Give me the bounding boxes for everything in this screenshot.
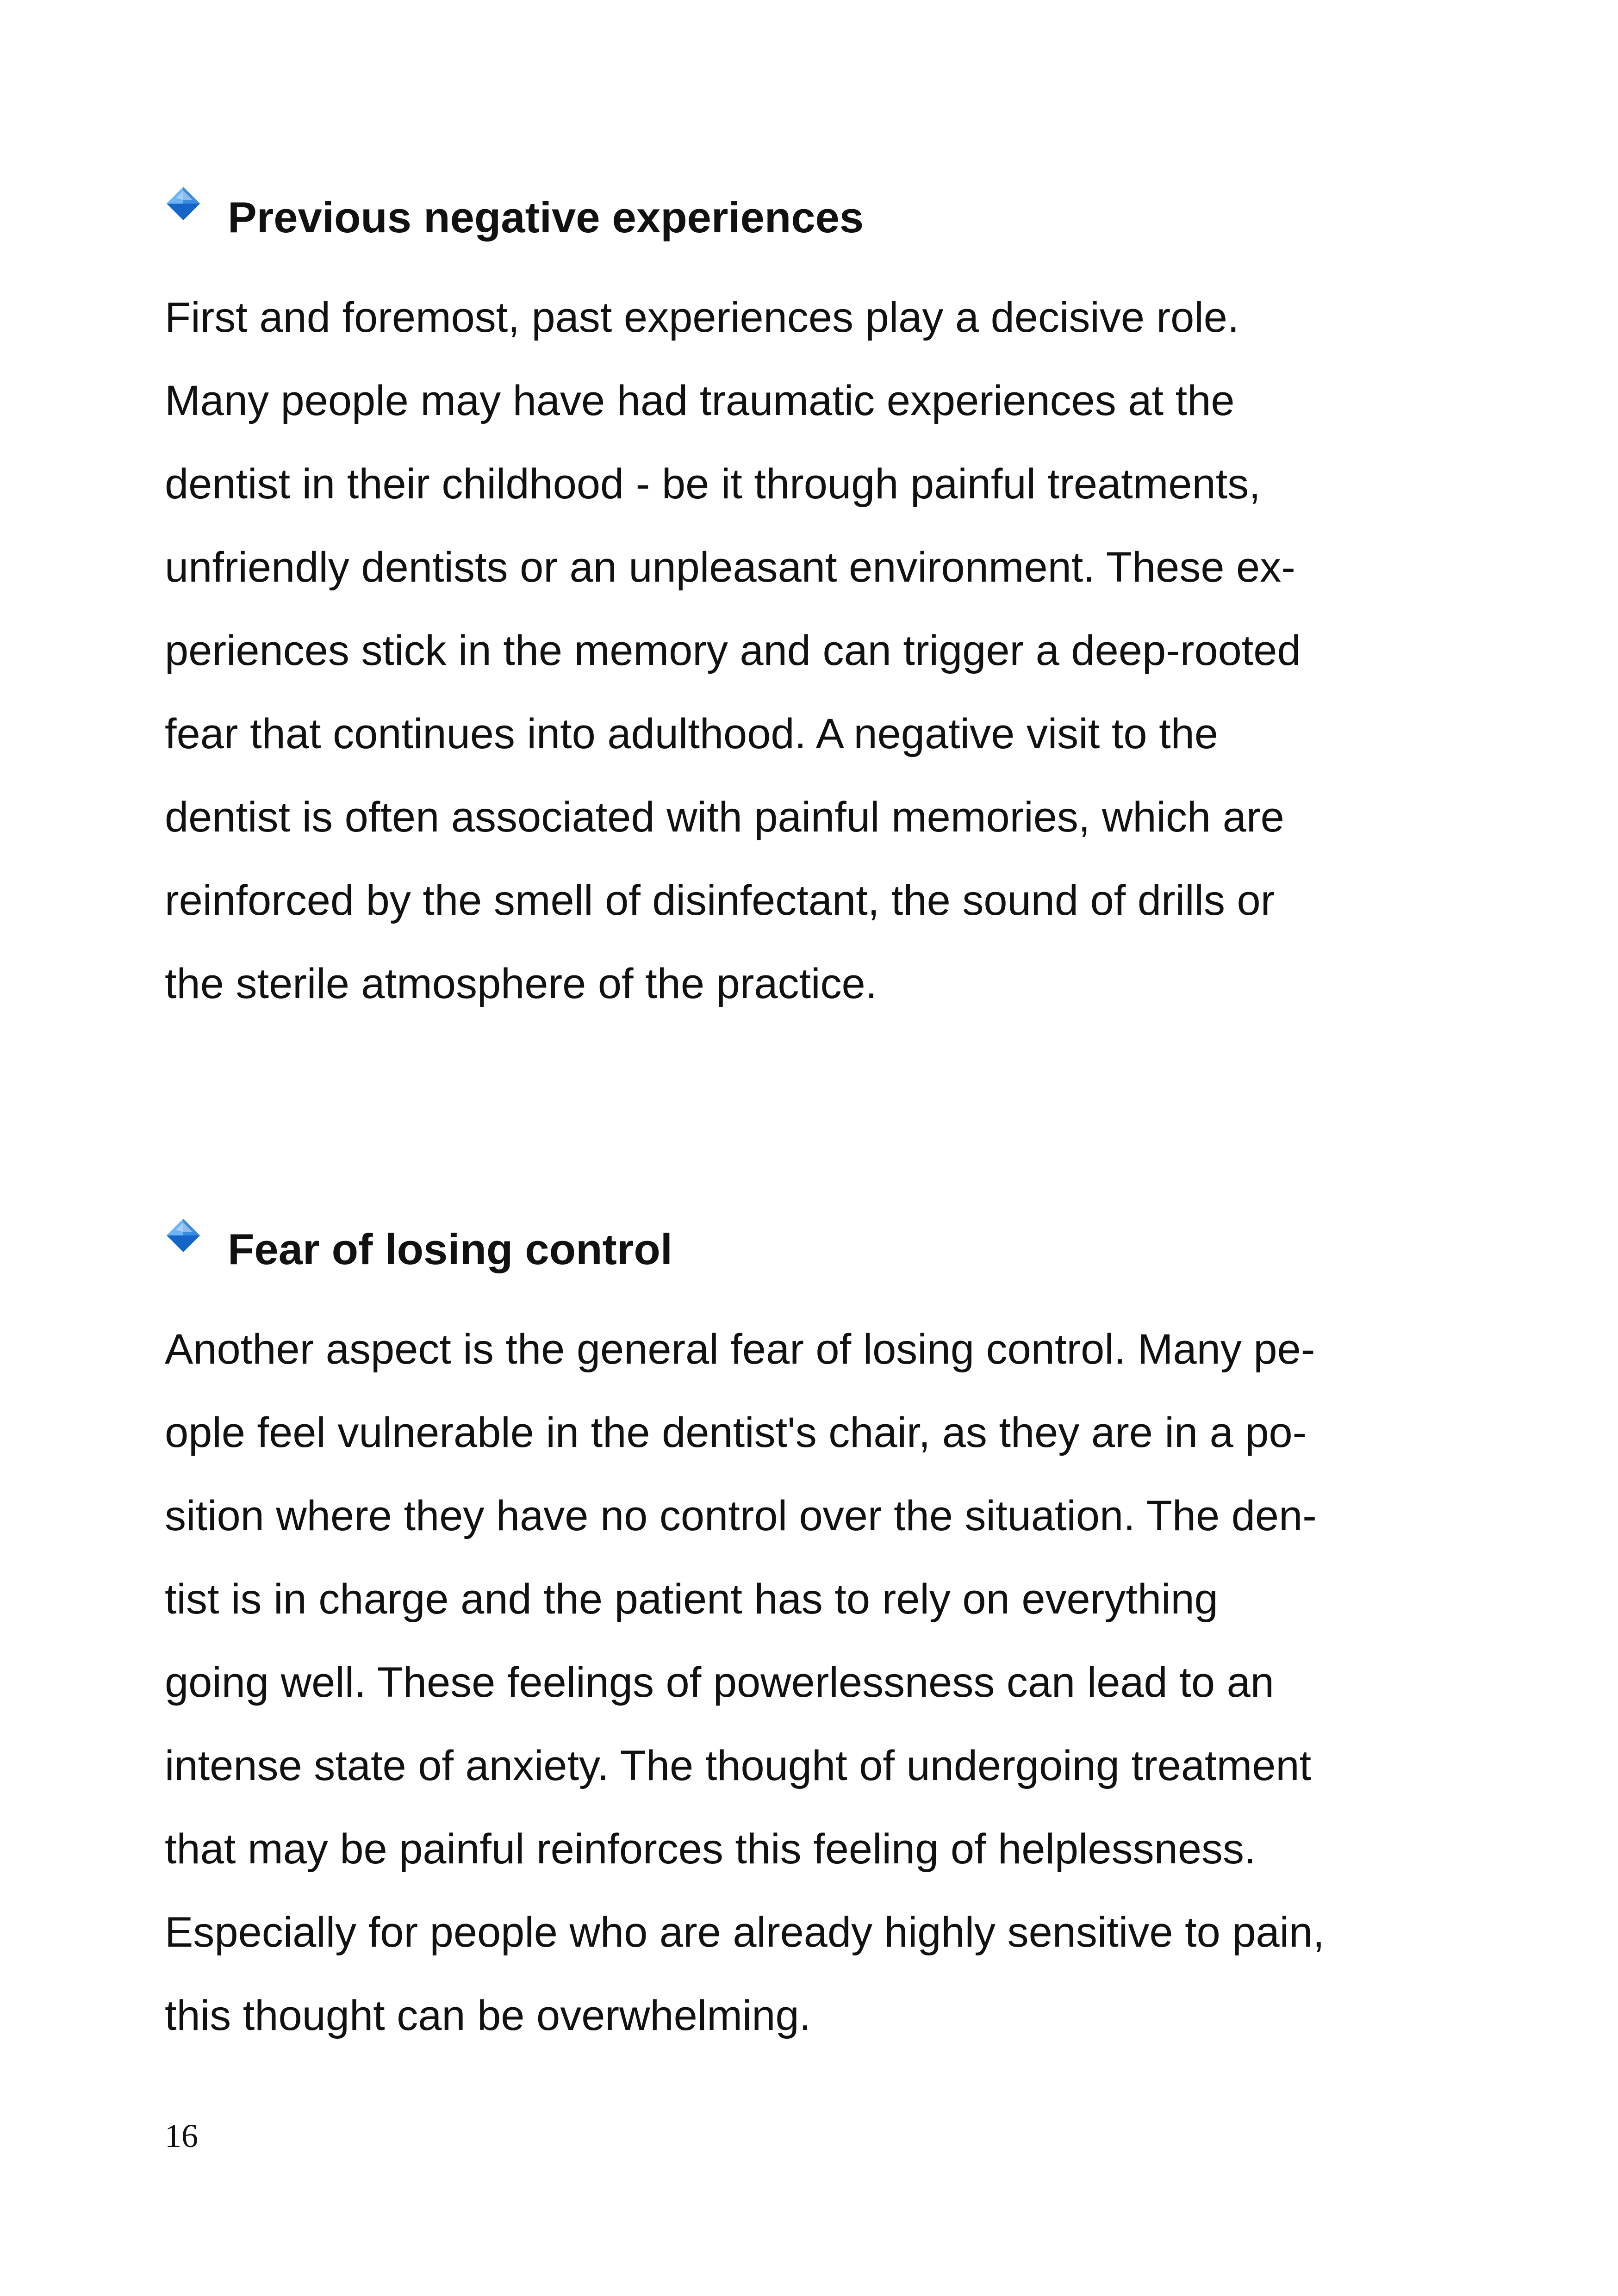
section-fear-of-losing-control bbox=[165, 1212, 1456, 2057]
text-line: Many people may have had traumatic experiences at the bbox=[165, 377, 1235, 424]
text-line: going well. These feelings of powerlessness can lead to an bbox=[165, 1659, 1274, 1706]
text-line: tist is in charge and the patient has to rely on everything bbox=[165, 1576, 1218, 1623]
text-line: reinforced by the smell of disinfectant, the sound of drills or bbox=[165, 877, 1275, 924]
text-line: dentist in their childhood - be it through painful treatments, bbox=[165, 460, 1261, 508]
heading-text: Previous negative experiences bbox=[228, 193, 864, 242]
text-line: this thought can be overwhelming. bbox=[165, 1992, 811, 2039]
heading-text: Fear of losing control bbox=[228, 1225, 672, 1273]
blue-diamond-icon bbox=[165, 185, 202, 222]
text-line: dentist is often associated with painful memories, which are bbox=[165, 794, 1284, 841]
body-paragraph bbox=[165, 1308, 1456, 2057]
text-line: First and foremost, past experiences play a decisive role. bbox=[165, 294, 1239, 341]
text-line: unfriendly dentists or an unpleasant environment. These ex- bbox=[165, 544, 1295, 591]
body-paragraph bbox=[165, 276, 1456, 1025]
text-line: periences stick in the memory and can trigger a deep-rooted bbox=[165, 627, 1301, 674]
text-line: the sterile atmosphere of the practice. bbox=[165, 960, 877, 1007]
text-line: Another aspect is the general fear of losing control. Many pe- bbox=[165, 1326, 1315, 1373]
page-number: 16 bbox=[165, 2117, 198, 2154]
section-heading bbox=[165, 1212, 1456, 1286]
text-line: sition where they have no control over the situation. The den- bbox=[165, 1492, 1317, 1539]
text-line: intense state of anxiety. The thought of undergoing treatment bbox=[165, 1742, 1312, 1789]
section-heading bbox=[165, 180, 1456, 254]
text-line: Especially for people who are already highly sensitive to pain, bbox=[165, 1909, 1325, 1956]
text-line: that may be painful reinforces this feeling of helplessness. bbox=[165, 1825, 1256, 1873]
section-previous-negative-experiences bbox=[165, 180, 1456, 1025]
text-line: fear that continues into adulthood. A negative visit to the bbox=[165, 710, 1219, 757]
blue-diamond-icon bbox=[165, 1217, 202, 1254]
text-line: ople feel vulnerable in the dentist's chair, as they are in a po- bbox=[165, 1409, 1307, 1456]
